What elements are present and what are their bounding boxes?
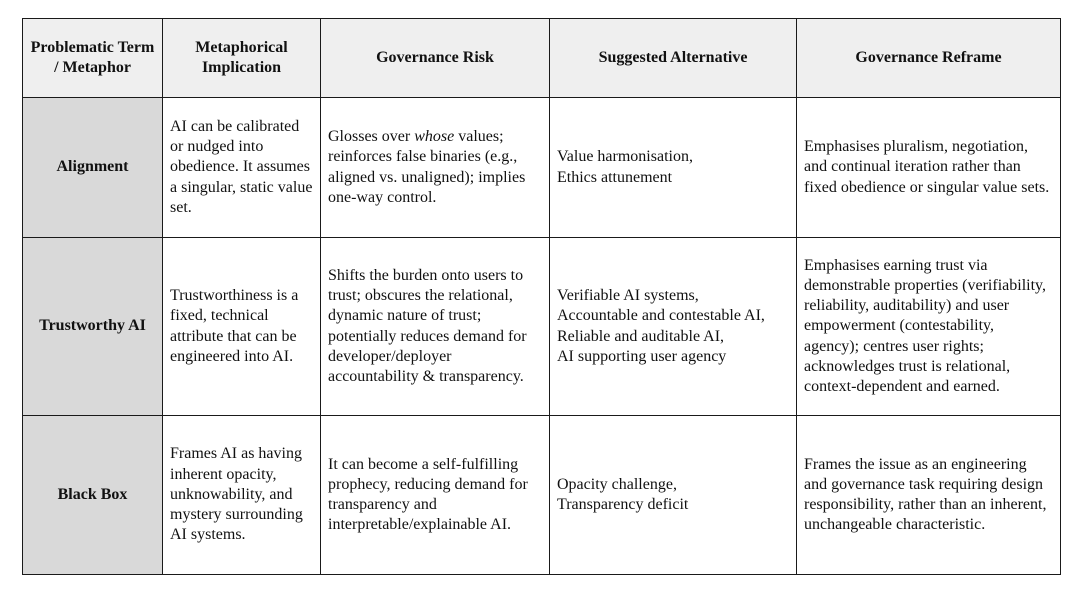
risk-text: Glosses over bbox=[328, 128, 415, 146]
table-body bbox=[23, 98, 1061, 575]
header-risk: Governance Risk bbox=[321, 19, 550, 98]
alternative-item: Verifiable AI systems, bbox=[557, 287, 699, 305]
implication-cell: Frames AI as having inherent opacity, unknowability, and mystery surrounding AI systems. bbox=[163, 416, 321, 575]
term-cell: Alignment bbox=[23, 98, 163, 238]
header-row bbox=[23, 19, 1061, 98]
term-cell: Black Box bbox=[23, 416, 163, 575]
header-alternative: Suggested Alternative bbox=[550, 19, 797, 98]
governance-table bbox=[22, 18, 1061, 575]
term-cell: Trustworthy AI bbox=[23, 238, 163, 416]
table-header bbox=[23, 19, 1061, 98]
header-term: Problematic Term / Metaphor bbox=[23, 19, 163, 98]
table-row bbox=[23, 416, 1061, 575]
header-reframe: Governance Reframe bbox=[797, 19, 1061, 98]
alternative-cell bbox=[550, 238, 797, 416]
risk-emphasis: whose bbox=[414, 128, 455, 146]
alternative-item: Reliable and auditable AI, bbox=[557, 327, 725, 345]
alternative-item: Accountable and contestable AI, bbox=[557, 307, 765, 325]
risk-text: It can become a self-fulfilling prophecy, reducing demand for transparency and interpretable/explainable AI. bbox=[328, 455, 528, 534]
implication-cell: Trustworthiness is a fixed, technical attribute that can be engineered into AI. bbox=[163, 238, 321, 416]
table-row bbox=[23, 238, 1061, 416]
alternative-item: Ethics attunement bbox=[557, 168, 673, 186]
reframe-cell: Frames the issue as an engineering and governance task requiring design responsibility, rather than an inherent, unchangeable characteristic. bbox=[797, 416, 1061, 575]
implication-cell: AI can be calibrated or nudged into obedience. It assumes a singular, static value set. bbox=[163, 98, 321, 238]
header-implication: Metaphorical Implication bbox=[163, 19, 321, 98]
alternative-cell bbox=[550, 416, 797, 575]
reframe-cell: Emphasises earning trust via demonstrable properties (verifiability, reliability, auditability) and user empowerment (contestability, agency); centres user rights; acknowledges trust is relational, context-dependent and earned. bbox=[797, 238, 1061, 416]
risk-cell bbox=[321, 416, 550, 575]
reframe-cell: Emphasises pluralism, negotiation, and continual iteration rather than fixed obedience or singular value sets. bbox=[797, 98, 1061, 238]
alternative-item: Value harmonisation, bbox=[557, 148, 693, 166]
table-row bbox=[23, 98, 1061, 238]
alternative-cell bbox=[550, 98, 797, 238]
risk-text-continued: values; reinforces false binaries (e.g., aligned vs. unaligned); implies one-way control. bbox=[328, 128, 526, 206]
risk-cell bbox=[321, 98, 550, 238]
risk-cell bbox=[321, 238, 550, 416]
risk-text: Shifts the burden onto users to trust; obscures the relational, dynamic nature of trust; potentially reduces demand for developer/deployer accountability & transparency. bbox=[328, 266, 527, 385]
alternative-item: Opacity challenge, bbox=[557, 475, 677, 493]
alternative-item: AI supporting user agency bbox=[557, 347, 727, 365]
alternative-item: Transparency deficit bbox=[557, 496, 689, 513]
